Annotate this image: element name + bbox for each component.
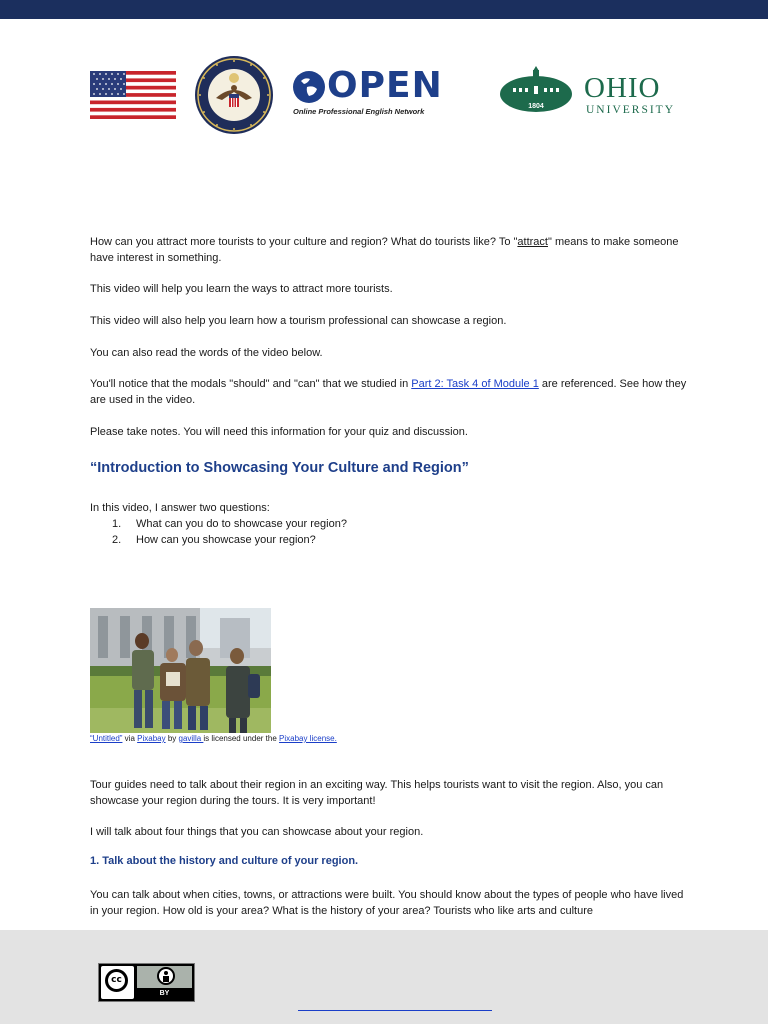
intro-paragraph-4: You can also read the words of the video below.	[90, 347, 323, 359]
footer-link-underline[interactable]	[298, 1010, 492, 1011]
ohio-emblem-year: 1804	[528, 103, 544, 110]
ohio-university-emblem	[499, 66, 573, 114]
open-logo-subtitle: Online Professional English Network	[293, 107, 425, 116]
body-paragraph-1: Tour guides need to talk about their region in an exciting way. This helps tourists want to visit the region. Also, you can showcase your region during the tours. It is very important!	[90, 779, 664, 807]
attract-term: attract	[517, 236, 548, 248]
pixabay-link[interactable]: Pixabay	[137, 734, 166, 743]
author-link[interactable]: gavilla	[178, 734, 204, 743]
questions-lead: In this video, I answer two questions:	[90, 502, 270, 514]
globe-icon	[293, 71, 325, 103]
section-title: “Introduction to Showcasing Your Culture and Region”	[90, 460, 469, 476]
intro-paragraph-3: This video will also help you learn how a tourism professional can showcase a region.	[90, 315, 507, 327]
list-item: 2. How can you showcase your region?	[112, 534, 316, 546]
open-logo-word: OPEN	[327, 65, 443, 106]
attribution-person-icon	[157, 967, 175, 985]
ohio-logo-word: OHIO	[584, 72, 661, 104]
body-paragraph-3: You can talk about when cities, towns, or attractions were built. You should know about the types of people who have lived in your region. How old is your area? What is the history of your area? Tourists who like arts and culture	[90, 889, 684, 917]
intro-paragraph-1: How can you attract more tourists to your culture and region? What do tourists like? To "attract" means to make someone have interest in something.	[90, 236, 679, 264]
photo-title-link[interactable]: “Untitled”	[90, 734, 123, 743]
module-1-task-link[interactable]: Part 2: Task 4 of Module 1	[411, 378, 539, 390]
by-label: BY	[159, 990, 170, 997]
intro-paragraph-5: You'll notice that the modals "should" and "can" that we studied in Part 2: Task 4 of Module 1 are referenced. See how they are used in the video.	[90, 378, 687, 406]
intro-paragraph-2: This video will help you learn the ways to attract more tourists.	[90, 283, 393, 295]
open-program-logo	[293, 65, 443, 122]
department-of-state-seal-logo	[194, 54, 274, 136]
intro-paragraph-6: Please take notes. You will need this information for your quiz and discussion.	[90, 426, 468, 438]
cc-by-license-badge	[98, 963, 195, 1002]
photo-caption: “Untitled” via Pixabay by gavilla is licensed under the Pixabay license.	[90, 734, 337, 743]
list-item: 1. What can you do to showcase your region?	[112, 518, 347, 530]
subheading-history-culture: 1. Talk about the history and culture of your region.	[90, 855, 359, 867]
us-flag-logo	[90, 71, 176, 119]
creative-commons-icon: cc	[105, 969, 128, 992]
license-link[interactable]: Pixabay license.	[279, 734, 337, 743]
questions-list	[90, 516, 650, 548]
top-bar	[0, 0, 768, 19]
tourists-photo	[90, 608, 271, 733]
body-paragraph-2: I will talk about four things that you can showcase about your region.	[90, 826, 424, 838]
ohio-logo-subtitle: UNIVERSITY	[586, 104, 675, 116]
